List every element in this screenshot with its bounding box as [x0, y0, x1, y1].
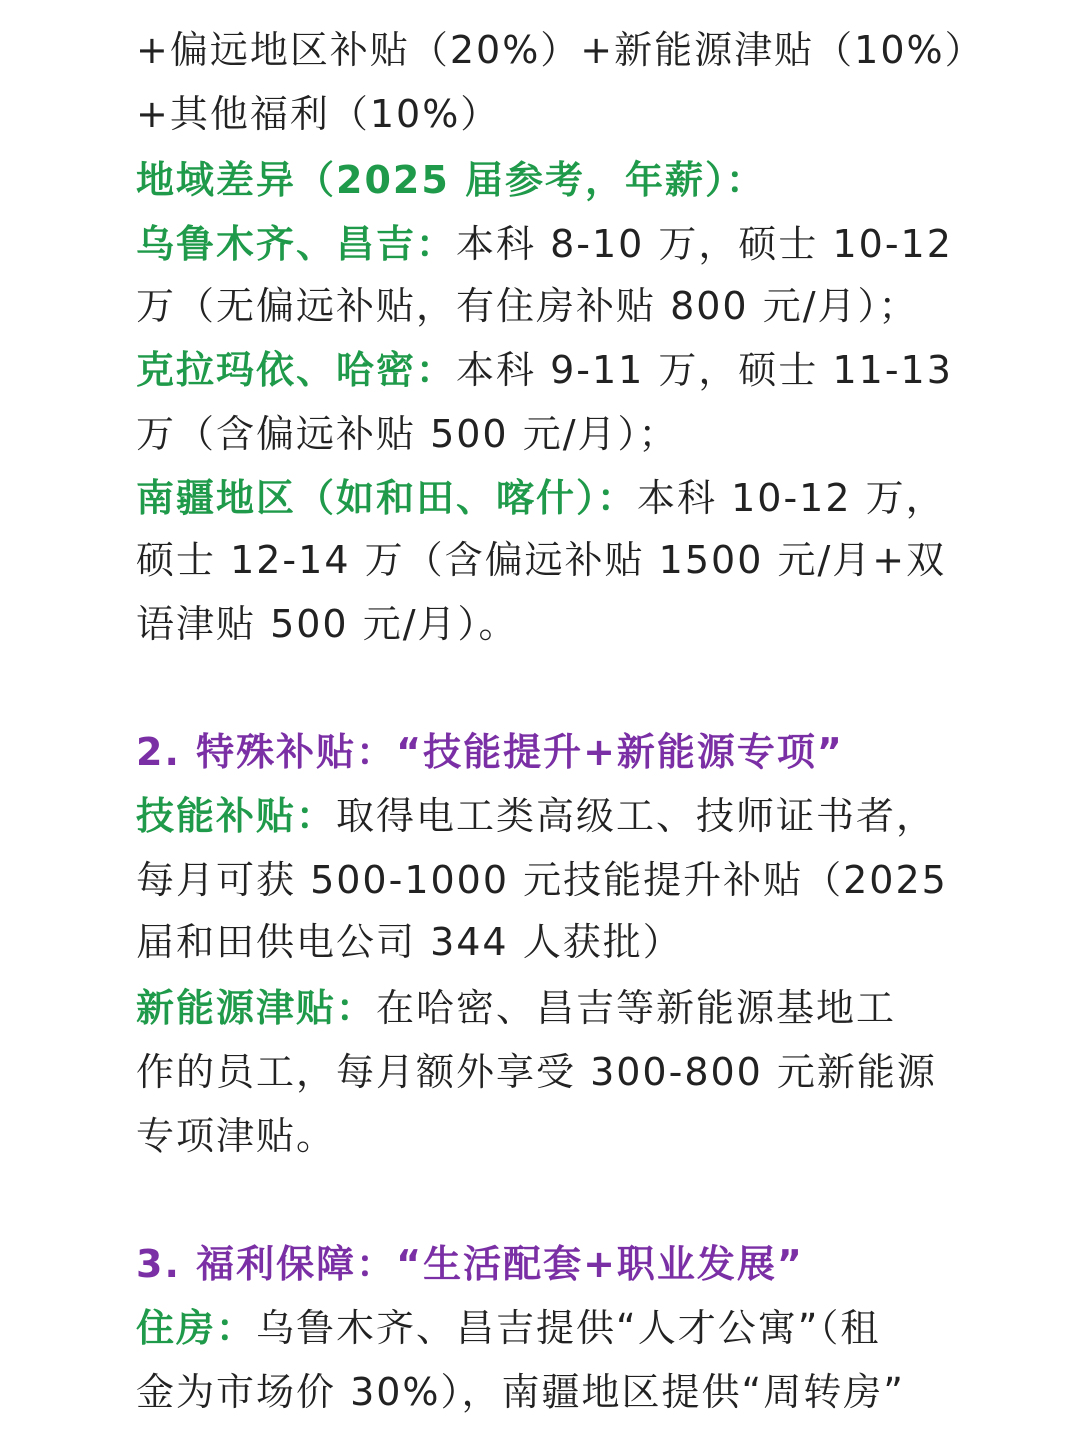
text-line-urumqi	[136, 212, 996, 276]
text-line-5: 万（无偏远补贴，有住房补贴 800 元/月）；	[136, 284, 919, 328]
label-karamay-hami: 克拉玛依、哈密：	[136, 348, 457, 392]
text-housing: 乌鲁木齐、昌吉提供“人才公寓”（租	[256, 1306, 881, 1350]
text-line-10: 语津贴 500 元/月）。	[136, 602, 519, 646]
text-line-20: 金为市场价 30%），南疆地区提供“周转房”	[136, 1370, 905, 1414]
text-line-9: 硕士 12-14 万（含偏远补贴 1500 元/月+双	[136, 538, 947, 582]
text-new-energy-allowance: 在哈密、昌吉等新能源基地工	[376, 986, 897, 1030]
label-skill-subsidy: 技能补贴：	[136, 794, 337, 838]
text-line-skill-subsidy	[136, 784, 996, 848]
section-heading-special-subsidy: 2. 特殊补贴：“技能提升+新能源专项”	[136, 730, 844, 774]
text-south-xinjiang-salary: 本科 10-12 万，	[637, 476, 946, 520]
label-south-xinjiang: 南疆地区（如和田、喀什）：	[136, 476, 638, 520]
label-housing: 住房：	[136, 1306, 257, 1350]
text-skill-subsidy: 取得电工类高级工、技师证书者，	[336, 794, 937, 838]
label-urumqi-changji: 乌鲁木齐、昌吉：	[136, 222, 457, 266]
text-line-1: +偏远地区补贴（20%）+新能源津贴（10%）	[136, 28, 985, 72]
text-line-17: 专项津贴。	[136, 1114, 337, 1158]
label-new-energy-allowance: 新能源津贴：	[136, 986, 377, 1030]
text-line-south-xinjiang	[136, 466, 996, 530]
text-line-housing	[136, 1296, 996, 1360]
text-line-karamay	[136, 338, 996, 402]
text-line-14: 届和田供电公司 344 人获批）	[136, 920, 683, 964]
text-karamay-salary: 本科 9-11 万，硕士 11-13	[456, 348, 953, 392]
text-line-13: 每月可获 500-1000 元技能提升补贴（2025	[136, 858, 948, 902]
heading-regional-difference: 地域差异（2025 届参考，年薪）：	[136, 158, 766, 202]
text-line-2: +其他福利（10%）	[136, 92, 501, 136]
text-line-7: 万（含偏远补贴 500 元/月）；	[136, 412, 679, 456]
section-heading-welfare: 3. 福利保障：“生活配套+职业发展”	[136, 1242, 804, 1286]
text-line-new-energy	[136, 976, 996, 1040]
text-line-16: 作的员工，每月额外享受 300-800 元新能源	[136, 1050, 937, 1094]
text-urumqi-salary: 本科 8-10 万，硕士 10-12	[456, 222, 953, 266]
